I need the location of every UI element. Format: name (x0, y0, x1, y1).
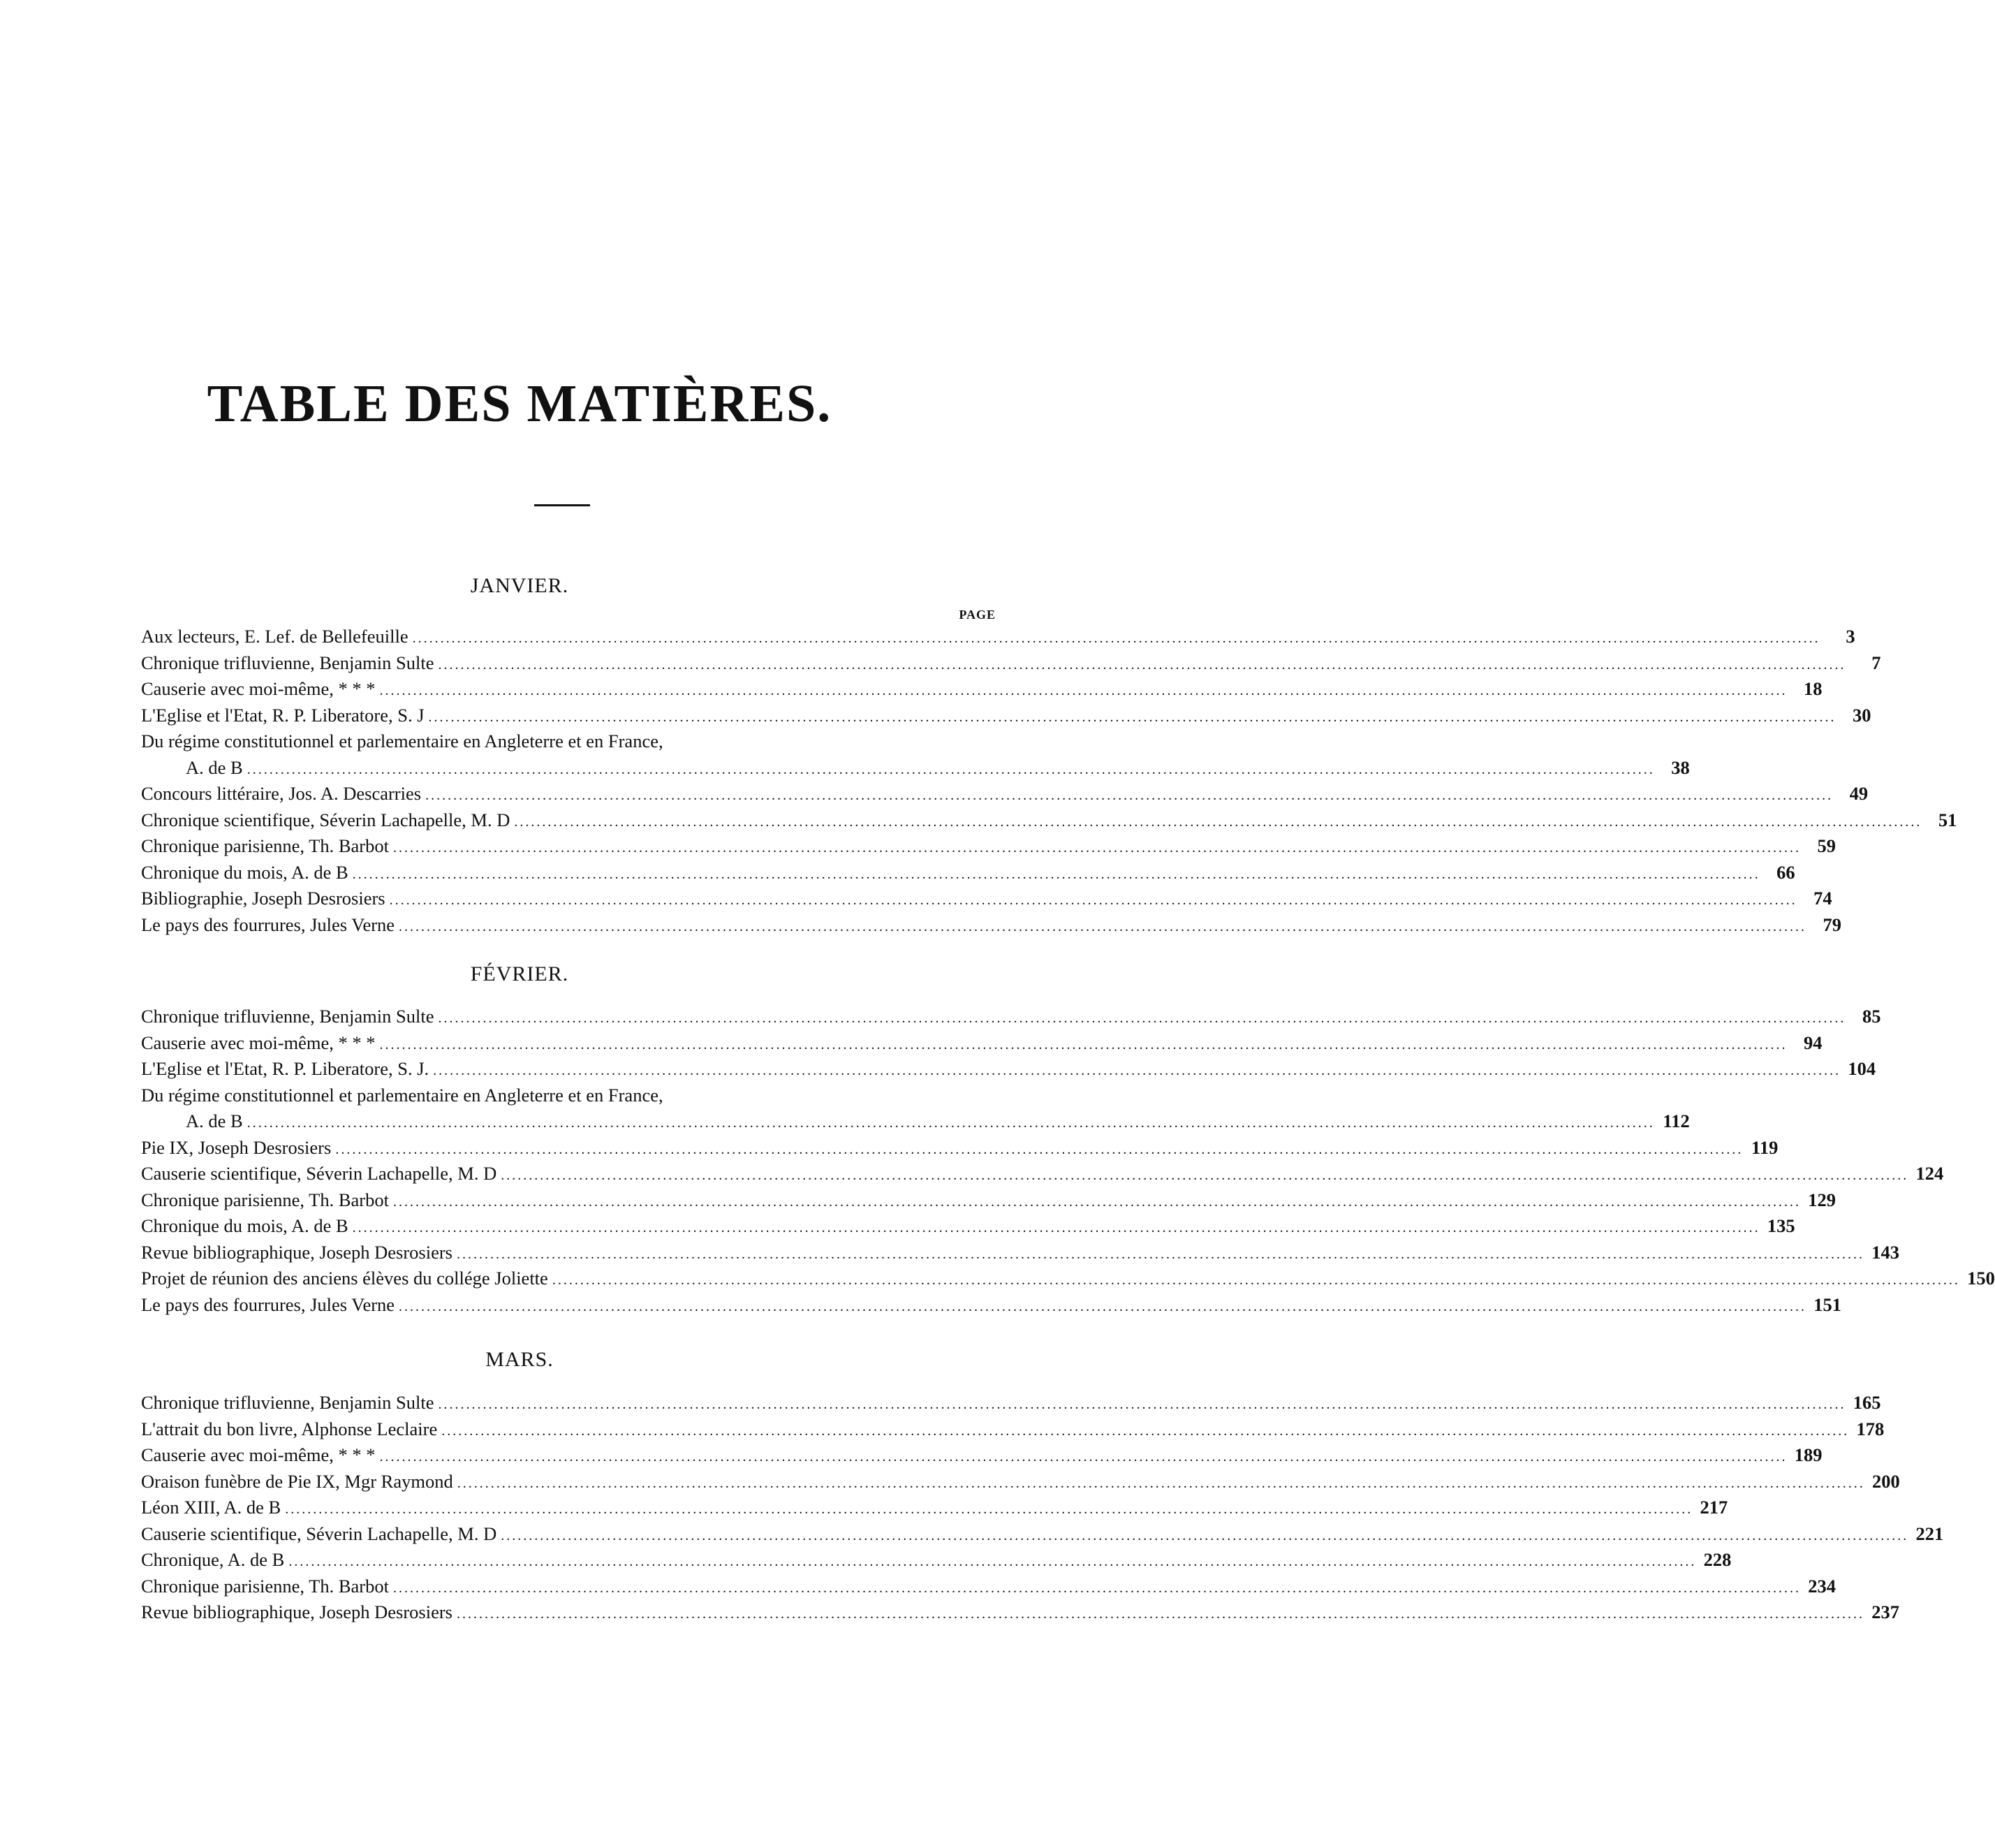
toc-entry (141, 807, 1957, 834)
toc-entry-title: Bibliographie, Joseph Desrosiers (141, 888, 385, 909)
toc-entry-page: 234 (1808, 1575, 1836, 1597)
toc-entry (141, 1574, 1836, 1600)
toc-entry (141, 650, 1881, 677)
toc-entry-page: 129 (1808, 1189, 1836, 1210)
toc-entry (141, 1266, 1995, 1292)
toc-entry (141, 1240, 1899, 1266)
toc-entry-page: 178 (1856, 1418, 1885, 1439)
dot-leader (393, 1189, 1801, 1216)
toc-entry-title: Chronique parisienne, Th. Barbot (141, 835, 389, 856)
toc-entry-title: Concours littéraire, Jos. A. Descarries (141, 783, 422, 804)
toc-entry-title: Du régime constitutionnel et parlementaire en Angleterre et en France, (141, 731, 663, 751)
dot-leader (501, 1523, 1908, 1550)
toc-entry-title: Oraison funèbre de Pie IX, Mgr Raymond (141, 1470, 453, 1492)
toc-entry-title: Léon XIII, A. de B (141, 1497, 281, 1518)
dot-leader (457, 1471, 1865, 1497)
section-heading-mars: MARS. (485, 1348, 554, 1371)
toc-entry (141, 833, 1836, 860)
dot-leader (429, 705, 1836, 731)
toc-entry (141, 1004, 1881, 1030)
toc-entry (141, 781, 1869, 807)
dot-leader (285, 1497, 1693, 1523)
toc-entry-page: 38 (1671, 756, 1690, 778)
dot-leader (552, 1268, 1960, 1294)
toc-entry-title: Pie IX, Joseph Desrosiers (141, 1136, 332, 1158)
toc-entry-page: 7 (1871, 652, 1881, 673)
toc-entry-page: 200 (1871, 1470, 1900, 1492)
toc-entry-title: Causerie scientifique, Séverin Lachapelle, M. D (141, 1163, 497, 1184)
dot-leader (380, 1444, 1788, 1471)
dot-leader (288, 1549, 1696, 1576)
dot-leader (439, 1006, 1846, 1032)
toc-list-fevrier (141, 1004, 1995, 1318)
toc-entry-page: 59 (1817, 835, 1836, 856)
toc-entry-title: Causerie avec moi-même, * * * (141, 678, 376, 699)
toc-entry (141, 1083, 1690, 1135)
toc-entry-title: Projet de réunion des anciens élèves du collége Joliette (141, 1268, 548, 1289)
section-heading-janvier: JANVIER. (470, 574, 569, 597)
toc-entry (141, 1442, 1823, 1469)
toc-entry-page: 74 (1813, 888, 1832, 909)
toc-entry-title: Chronique trifluvienne, Benjamin Sulte (141, 652, 434, 673)
toc-entry-page: 135 (1767, 1215, 1795, 1236)
dot-leader (353, 862, 1760, 888)
toc-entry-page: 66 (1776, 861, 1795, 883)
toc-entry-title: Aux lecteurs, E. Lef. de Bellefeuille (141, 626, 408, 647)
toc-entry-page: 221 (1915, 1523, 1944, 1544)
toc-entry-title: Chronique, A. de B (141, 1549, 285, 1570)
toc-entry (141, 912, 1842, 939)
toc-entry (141, 1521, 1944, 1548)
toc-entry-title: L'attrait du bon livre, Alphonse Leclaire (141, 1418, 438, 1439)
toc-entry-title: Chronique parisienne, Th. Barbot (141, 1575, 389, 1597)
toc-entry (141, 1161, 1944, 1187)
dot-leader (380, 678, 1788, 705)
dot-leader (439, 652, 1846, 679)
dot-leader (425, 783, 1833, 809)
toc-entry-title: Chronique trifluvienne, Benjamin Sulte (141, 1392, 434, 1413)
dot-leader (413, 626, 1820, 652)
toc-entry-page: 151 (1813, 1293, 1842, 1315)
toc-entry (141, 1390, 1881, 1416)
dot-leader (399, 914, 1806, 941)
toc-entry-title: Le pays des fourrures, Jules Verne (141, 1293, 395, 1315)
toc-entry-page: 119 (1751, 1136, 1779, 1158)
toc-entry (141, 1030, 1823, 1057)
section-heading-fevrier: FÉVRIER. (470, 962, 569, 985)
toc-entry-page: 189 (1794, 1444, 1823, 1465)
toc-entry-page: 49 (1849, 783, 1869, 804)
toc-entry-continuation: A. de B (186, 756, 243, 778)
dot-leader (433, 1058, 1841, 1085)
dot-leader (247, 1110, 1655, 1137)
toc-entry-page: 143 (1871, 1241, 1899, 1263)
toc-entry (141, 624, 1855, 650)
toc-entry-title: Chronique parisienne, Th. Barbot (141, 1189, 389, 1210)
toc-entry (141, 1469, 1900, 1495)
toc-entry-page: 30 (1853, 704, 1871, 726)
page-column-label: PAGE (959, 608, 996, 622)
toc-entry-page: 18 (1804, 678, 1823, 699)
toc-entry (141, 1213, 1795, 1240)
toc-entry-page: 51 (1938, 809, 1957, 830)
dot-leader (457, 1242, 1864, 1268)
toc-list-mars (141, 1390, 1944, 1626)
toc-entry-title: Revue bibliographique, Joseph Desrosiers (141, 1601, 452, 1622)
toc-entry-page: 79 (1823, 914, 1842, 935)
dot-leader (380, 1032, 1788, 1059)
toc-list-janvier (141, 624, 1957, 938)
dot-leader (353, 1215, 1760, 1242)
page-title: TABLE DES MATIÈRES. (207, 374, 832, 433)
toc-entry-title: Causerie avec moi-même, * * * (141, 1444, 376, 1465)
toc-entry (141, 1495, 1728, 1521)
toc-entry (141, 1187, 1836, 1214)
toc-entry-title: L'Eglise et l'Etat, R. P. Liberatore, S. J (141, 704, 425, 726)
dot-leader (514, 809, 1922, 836)
toc-entry-page: 165 (1853, 1392, 1881, 1413)
dot-leader (247, 757, 1655, 784)
toc-entry-page: 85 (1862, 1006, 1881, 1027)
toc-entry (141, 703, 1871, 729)
toc-entry-title: Revue bibliographique, Joseph Desrosiers (141, 1241, 452, 1263)
toc-entry (141, 1599, 1899, 1626)
toc-entry (141, 1547, 1732, 1574)
dot-leader (393, 1576, 1801, 1602)
toc-entry-title: Chronique du mois, A. de B (141, 1215, 348, 1236)
toc-entry-page: 112 (1663, 1110, 1690, 1131)
toc-entry-page: 217 (1700, 1497, 1728, 1518)
dot-leader (439, 1392, 1846, 1418)
toc-entry-title: Le pays des fourrures, Jules Verne (141, 914, 395, 935)
toc-entry-page: 104 (1848, 1058, 1876, 1079)
dot-leader (335, 1137, 1743, 1164)
toc-entry (141, 728, 1690, 781)
title-divider (534, 504, 590, 506)
toc-entry-title: Causerie scientifique, Séverin Lachapelle, M. D (141, 1523, 497, 1544)
toc-entry-page: 228 (1703, 1549, 1732, 1570)
toc-entry-continuation: A. de B (186, 1110, 243, 1131)
toc-entry (141, 1416, 1885, 1443)
toc-entry-page: 150 (1967, 1268, 1995, 1289)
dot-leader (457, 1601, 1864, 1628)
toc-entry-title: Chronique scientifique, Séverin Lachapelle, M. D (141, 809, 510, 830)
toc-entry-title: Du régime constitutionnel et parlementaire en Angleterre et en France, (141, 1084, 663, 1106)
dot-leader (501, 1163, 1908, 1189)
toc-entry (141, 676, 1823, 703)
dot-leader (441, 1418, 1849, 1445)
toc-entry-page: 124 (1915, 1163, 1944, 1184)
toc-entry-page: 94 (1804, 1032, 1823, 1053)
toc-entry (141, 1292, 1842, 1319)
dot-leader (399, 1294, 1806, 1321)
toc-entry (141, 860, 1795, 886)
toc-entry-page: 3 (1846, 626, 1855, 647)
toc-entry-title: Causerie avec moi-même, * * * (141, 1032, 376, 1053)
toc-entry (141, 1056, 1876, 1083)
toc-entry-page: 237 (1871, 1601, 1899, 1622)
dot-leader (393, 835, 1801, 862)
dot-leader (390, 888, 1797, 914)
toc-entry-title: L'Eglise et l'Etat, R. P. Liberatore, S. J. (141, 1058, 429, 1079)
toc-entry-title: Chronique trifluvienne, Benjamin Sulte (141, 1006, 434, 1027)
toc-entry (141, 1135, 1779, 1161)
toc-entry (141, 886, 1832, 912)
toc-entry-title: Chronique du mois, A. de B (141, 861, 348, 883)
